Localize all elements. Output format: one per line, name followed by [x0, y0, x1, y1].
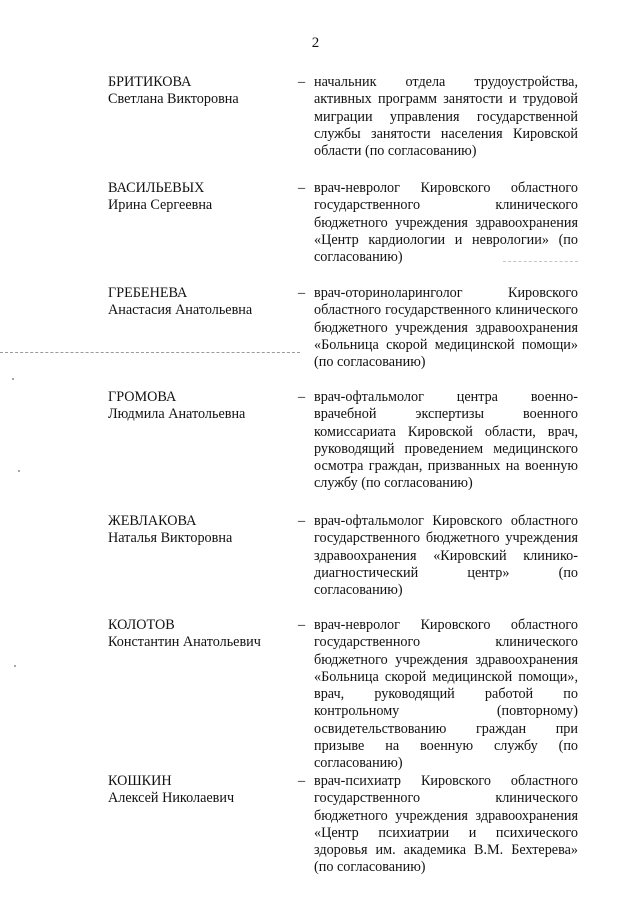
member-name: [108, 389, 293, 424]
member-given-names: Ирина Сергеевна: [108, 197, 213, 214]
member-name: [108, 285, 293, 320]
member-name: [108, 513, 293, 548]
member-name: [108, 773, 293, 808]
dash-separator: –: [298, 773, 306, 789]
scan-artifact-speck: [14, 665, 16, 667]
member-surname: ВАСИЛЬЕВЫХ: [108, 180, 205, 196]
member-given-names: Алексей Николаевич: [108, 790, 235, 807]
scan-artifact-speck: [18, 470, 20, 472]
dash-separator: –: [298, 513, 306, 529]
member-surname: ГРЕБЕНЕВА: [108, 285, 188, 301]
member-given-names: Наталья Викторовна: [108, 530, 233, 547]
scan-artifact-line: [0, 352, 300, 353]
member-name: [108, 617, 293, 652]
member-role: врач-офтальмолог Кировского областного государственного бюджетного учреждения здравоохранения «Кировский клинико-диагностический центр» (по согласованию): [314, 513, 578, 599]
member-given-names: Константин Анатольевич: [108, 634, 261, 651]
member-role: врач-невролог Кировского областного государственного клинического бюджетного учреждения здравоохранения «Больница скорой медицинской помощи», врач, руководящий работой по контрольному (повторному) освидетельствованию граждан при призыве на военную службу (по согласованию): [314, 617, 578, 772]
member-name: [108, 180, 293, 215]
dash-separator: –: [298, 285, 306, 301]
member-surname: КОШКИН: [108, 773, 172, 789]
member-role: врач-офтальмолог центра военно-врачебной экспертизы военного комиссариата Кировской области, врач, руководящий проведением медицинского осмотра граждан, призванных на военную службу (по согласованию): [314, 389, 578, 492]
dash-separator: –: [298, 180, 306, 196]
page-number: 2: [311, 35, 320, 51]
member-given-names: Светлана Викторовна: [108, 91, 239, 108]
member-surname: ГРОМОВА: [108, 389, 177, 405]
member-name: [108, 74, 293, 109]
scan-artifact-speck: [12, 378, 14, 380]
member-role: врач-психиатр Кировского областного государственного клинического бюджетного учреждения здравоохранения «Центр психиатрии и психического здоровья им. академика В.М. Бехтерева» (по согласованию): [314, 773, 578, 876]
scan-artifact-line: [503, 261, 578, 262]
dash-separator: –: [298, 617, 306, 633]
dash-separator: –: [298, 389, 306, 405]
member-role: начальник отдела трудоустройства, активных программ занятости и трудовой миграции управления государственной службы занятости населения Кировской области (по согласованию): [314, 74, 578, 160]
member-surname: ЖЕВЛАКОВА: [108, 513, 197, 529]
member-role: врач-невролог Кировского областного государственного клинического бюджетного учреждения здравоохранения «Центр кардиологии и неврологии» (по согласованию): [314, 180, 578, 266]
member-given-names: Анастасия Анатольевна: [108, 302, 253, 319]
member-surname: КОЛОТОВ: [108, 617, 175, 633]
member-given-names: Людмила Анатольевна: [108, 406, 246, 423]
member-role: врач-оториноларинголог Кировского областного государственного клинического бюджетного учреждения здравоохранения «Больница скорой медицинской помощи» (по согласованию): [314, 285, 578, 371]
member-surname: БРИТИКОВА: [108, 74, 192, 90]
dash-separator: –: [298, 74, 306, 90]
